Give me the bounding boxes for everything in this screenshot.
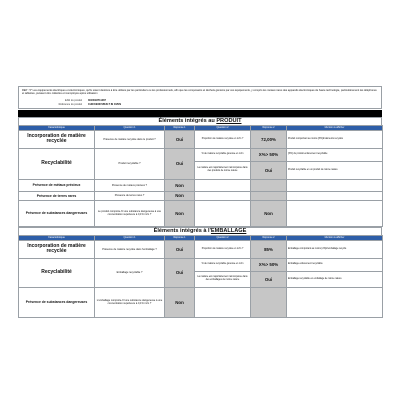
cell-reponse-2: Oui <box>251 161 287 179</box>
table-row <box>19 287 383 317</box>
ean-label: EAN du produit <box>65 98 82 102</box>
header-reponse-1: Réponse 1 <box>165 235 195 240</box>
header-question-1: Question 1 <box>95 235 165 240</box>
cell-mention: Emballage recyclable en emballage de même nature <box>287 271 383 287</box>
cell-reponse-1: Non <box>165 287 195 317</box>
packaging-table <box>18 235 383 318</box>
cell-mention <box>287 287 383 317</box>
cell-question-1: Présence de métaux précieux ? <box>95 179 165 191</box>
cell-question-1: L'emballage comporte-t'il une substance dangereuse à une concentration supérieure à 0,1% m/m ? <box>95 287 165 317</box>
cell-caracteristique: Présence de substances dangereuses <box>19 287 95 317</box>
cell-caracteristique: Présence de métaux précieux <box>19 179 95 191</box>
cell-question-2: % de matière recyclable générée en m/m <box>195 258 251 271</box>
cell-mention: Emballage entièrement recyclable <box>287 258 383 271</box>
header-caracteristique: Caractéristique <box>19 235 95 240</box>
separator-bar <box>18 110 382 117</box>
header-reponse-1: Réponse 1 <box>165 125 195 130</box>
header-mention: Mention à afficher <box>287 125 383 130</box>
cell-question-2: % de matière recyclable générée en m/m <box>195 148 251 161</box>
cell-reponse-2: 72,00% <box>251 130 287 148</box>
section-title-product: Éléments intégrés au PRODUIT <box>18 117 382 125</box>
product-table <box>18 125 383 227</box>
cell-question-2: La matière est majoritairement réincorporée dans des emballages de même nature <box>195 271 251 287</box>
cell-caracteristique: Recyclabilité <box>19 148 95 179</box>
cell-mention: Produit recyclable en un produit de même nature <box>287 161 383 179</box>
header-reponse-2: Réponse 2 <box>251 125 287 130</box>
cell-caracteristique: Recyclabilité <box>19 258 95 287</box>
cell-reponse-1: Non <box>165 200 195 226</box>
table-row <box>19 258 383 271</box>
intro-text: REP : 5° Les équipements électriques et électroniques, qu'ils soient destinés à être utilisés par les particuliers ou les professionnels, afin que les composants et déchets générés par ces équipements, y compris les métaux rares des appareils électroniques de haute technologie, particulièrement les téléphones et tablettes, puissent être collectés et réemployés après utilisation <box>18 86 382 98</box>
table-row <box>19 240 383 258</box>
cell-reponse-2: X%> 50% <box>251 148 287 161</box>
header-question-1: Question 1 <box>95 125 165 130</box>
cell-question-2 <box>195 179 251 191</box>
cell-reponse-2 <box>251 191 287 200</box>
cell-caracteristique: Incorporation de matière recyclée <box>19 130 95 148</box>
cell-question-1: Produit recyclable ? <box>95 148 165 179</box>
cell-question-2: Proportion de matière recyclée en m/m ? <box>195 130 251 148</box>
cell-question-1: Emballage recyclable ? <box>95 258 165 287</box>
cell-mention: Emballage comportant au moins [x%]d'emballage recyclé <box>287 240 383 258</box>
header-reponse-2: Réponse 2 <box>251 235 287 240</box>
header-mention: Mention à afficher <box>287 235 383 240</box>
cell-reponse-2 <box>251 179 287 191</box>
cell-reponse-1: Oui <box>165 148 195 179</box>
cell-mention <box>287 191 383 200</box>
cell-question-2 <box>195 287 251 317</box>
cell-mention: [X%] du produit entièrement recyclable <box>287 148 383 161</box>
cell-reponse-1: Oui <box>165 258 195 287</box>
cell-reponse-2: 85% <box>251 240 287 258</box>
cell-reponse-2: Non <box>251 200 287 226</box>
cell-caracteristique: Incorporation de matière recyclée <box>19 240 95 258</box>
cell-reponse-2: X%> 50% <box>251 258 287 271</box>
cell-reponse-1: Non <box>165 179 195 191</box>
header-question-2: Question 2 <box>195 235 251 240</box>
cell-question-1: Présence de terres rares ? <box>95 191 165 200</box>
cell-caracteristique: Présence de substances dangereuses <box>19 200 95 226</box>
cell-question-1: Le produit comporte-t'il une substance dangereuse à une concentration supérieure à 0,1% m/m ? <box>95 200 165 226</box>
cell-reponse-2 <box>251 287 287 317</box>
cell-question-2 <box>195 200 251 226</box>
cell-question-2: Proportion de matière recyclée en m/m ? <box>195 240 251 258</box>
cell-question-2 <box>195 191 251 200</box>
cell-reponse-1: Oui <box>165 240 195 258</box>
cell-reponse-2: Oui <box>251 271 287 287</box>
table-row <box>19 191 383 200</box>
cell-mention: Produit comportant au moins [X%]d'éléments recyclés <box>287 130 383 148</box>
cell-caracteristique: Présence de terres rares <box>19 191 95 200</box>
cell-mention <box>287 200 383 226</box>
reference-value: CHICKENCSBUILT IN OVEN <box>88 102 122 106</box>
cell-mention <box>287 179 383 191</box>
cell-question-2: La matière est majoritairement réincorporée dans des produits de même nature <box>195 161 251 179</box>
cell-question-1: Présence de matière recyclée dans le produit ? <box>95 130 165 148</box>
cell-reponse-1: Non <box>165 191 195 200</box>
product-meta <box>18 98 382 109</box>
declaration-sheet <box>18 86 382 318</box>
header-caracteristique: Caractéristique <box>19 125 95 130</box>
table-row <box>19 148 383 161</box>
section-title-packaging: Éléments intégrés à l'EMBALLAGE <box>18 227 382 235</box>
table-row <box>19 200 383 226</box>
reference-label: Référence du produit <box>58 102 82 106</box>
header-question-2: Question 2 <box>195 125 251 130</box>
table-row <box>19 179 383 191</box>
cell-reponse-1: Oui <box>165 130 195 148</box>
table-row <box>19 130 383 148</box>
ean-value: 3610093711287 <box>88 98 106 102</box>
cell-question-1: Présence de matière recyclée dans l'emballage ? <box>95 240 165 258</box>
